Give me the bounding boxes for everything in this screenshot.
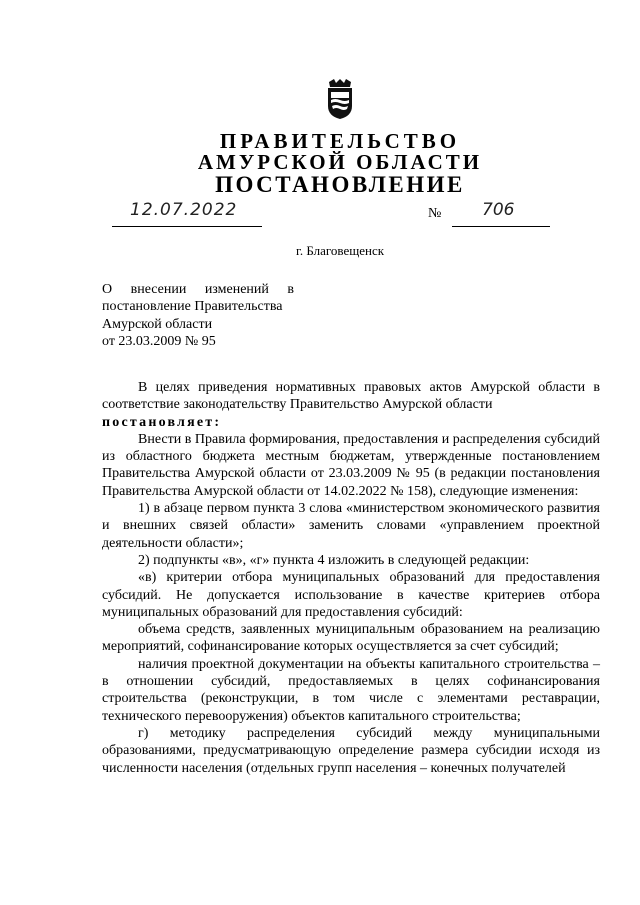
body-paragraph: 2) подпункты «в», «г» пункта 4 изложить в следующей редакции: [138,552,530,568]
body-paragraph: Внести в Правила формирования, предоставления и распределения субсидий из областного бюджета местным бюджетам, утвержденные постановлением Правительства Амурской области от 23.03.2009 № 95 (в редакции постановления Правительства Амурской области от 14.02.2022 № 158), следующие изменения: [102,431,600,499]
subject-line: О внесении изменений в [102,282,294,297]
subject-line: от 23.03.2009 № 95 [102,333,216,349]
resolves-word: постановляет: [102,414,222,430]
body-paragraph: 1) в абзаце первом пункта 3 слова «министерством экономического развития и внешних связей области» заменить словами «управлением проектной деятельности области»; [102,501,600,551]
document-subject [102,281,294,350]
handwritten-date: 12.07.2022 [130,200,238,220]
date-field [112,200,262,227]
body-paragraph: объема средств, заявленных муниципальным образованием на реализацию мероприятий, софинансирование которых осуществляется за счет субсидий; [102,622,600,655]
body-paragraph: г) методику распределения субсидий между муниципальными образованиями, предусматривающую определение размера субсидии исходя из численности населения (отдельных групп населения – конечных получателей [102,725,600,776]
document-type-title: ПОСТАНОВЛЕНИЕ [215,172,465,197]
body-paragraph: наличия проектной документации на объекты капитального строительства – в отношении субсидий, предоставляемых в целях софинансирования строительства (реконструкции, в том числе с элементами реставрации, технического перевооружения) объектов капитального строительства; [102,656,600,724]
subject-line: Амурской области [102,316,213,332]
government-title: ПРАВИТЕЛЬСТВО [219,129,461,153]
region-title: АМУРСКОЙ ОБЛАСТИ [197,150,483,174]
number-field [452,200,550,227]
number-label: № [428,206,442,221]
city-line: г. Благовещенск [295,243,385,258]
preamble-paragraph: В целях приведения нормативных правовых актов Амурской области в соответствие законодательству Правительство Амурской области [102,380,600,413]
document-body [102,379,600,777]
subject-line: постановление Правительства [102,299,283,315]
body-paragraph: «в) критерии отбора муниципальных образований для предоставления субсидий. Не допускается использование в качестве критериев отбора муниципальных образований для предоставления субсидий: [102,570,600,620]
amur-region-coat-of-arms-icon [325,78,355,120]
handwritten-number: 706 [482,200,515,220]
